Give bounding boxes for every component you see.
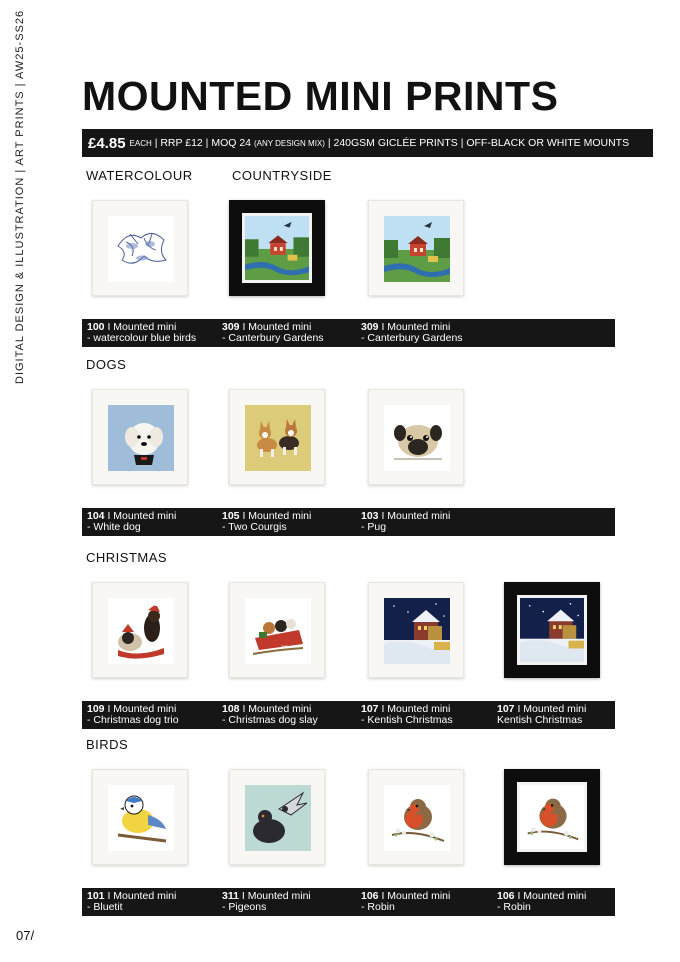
mounted-print[interactable] (368, 582, 464, 678)
product-description: - Pug (361, 521, 387, 533)
mounted-print[interactable] (92, 200, 188, 296)
product-description: - Christmas dog slay (222, 714, 318, 726)
canterbury-gardens-artwork (242, 213, 312, 283)
watercolour-blue-birds-artwork (108, 216, 174, 282)
mounted-print[interactable] (368, 769, 464, 865)
page-number: 07/ (16, 928, 35, 943)
product-caption (497, 891, 586, 913)
product-label: Mounted mini (523, 703, 587, 715)
price-bar (82, 129, 653, 157)
product-caption (361, 511, 450, 533)
section-birds: BIRDS (86, 737, 129, 752)
section-watercolour: WATERCOLOUR (86, 168, 193, 183)
product-code: 103 (361, 510, 379, 522)
product-description: - Two Courgis (222, 521, 287, 533)
mounted-print[interactable] (229, 582, 325, 678)
product-code: 107 (361, 703, 379, 715)
mounted-print[interactable] (92, 769, 188, 865)
canterbury-gardens-artwork (384, 216, 450, 282)
mounted-print[interactable] (92, 389, 188, 485)
product-description: - watercolour blue birds (87, 332, 197, 344)
caption-separator: I (239, 321, 249, 333)
product-code: 100 (87, 321, 105, 333)
pug-artwork (384, 405, 450, 471)
product-code: 106 (497, 890, 515, 902)
two-corgis-artwork (245, 405, 311, 471)
product-code: 311 (222, 890, 239, 902)
product-label: Mounted mini (248, 510, 312, 522)
product-caption (361, 322, 463, 344)
caption-separator: I (378, 703, 388, 715)
product-description: - Bluetit (87, 901, 123, 913)
caption-separator: I (104, 510, 114, 522)
product-caption (87, 891, 176, 913)
caption-separator: I (378, 321, 388, 333)
mounted-print[interactable] (229, 389, 325, 485)
price-details-small: (ANY DESIGN MIX) (253, 138, 325, 148)
section-christmas: CHRISTMAS (86, 550, 168, 565)
mounted-print[interactable] (504, 769, 600, 865)
christmas-dog-sleigh-artwork (245, 598, 311, 664)
caption-separator: I (239, 510, 249, 522)
product-label: Mounted mini (523, 890, 587, 902)
product-caption (87, 511, 176, 533)
product-caption (222, 511, 311, 533)
product-description: Kentish Christmas (497, 714, 583, 726)
side-label: DIGITAL DESIGN & ILLUSTRATION | ART PRINTS | AW25-SS26 (14, 9, 26, 384)
section-countryside: COUNTRYSIDE (232, 168, 332, 183)
product-code: 105 (222, 510, 240, 522)
product-description: - Robin (497, 901, 531, 913)
mounted-print[interactable] (368, 389, 464, 485)
kentish-christmas-artwork (517, 595, 587, 665)
product-code: 309 (222, 321, 240, 333)
mounted-print[interactable] (368, 200, 464, 296)
product-label: Mounted mini (113, 510, 177, 522)
product-label: Mounted mini (387, 510, 451, 522)
caption-separator: I (239, 703, 249, 715)
product-label: Mounted mini (247, 890, 311, 902)
caption-separator: I (514, 890, 524, 902)
product-description: - White dog (87, 521, 141, 533)
product-code: 108 (222, 703, 240, 715)
caption-separator: I (104, 321, 114, 333)
product-code: 309 (361, 321, 379, 333)
price-details-a: | RRP £12 | MOQ 24 (154, 137, 252, 149)
mounted-print[interactable] (92, 582, 188, 678)
pigeons-artwork (245, 785, 311, 851)
caption-separator: I (104, 703, 114, 715)
caption-separator: I (104, 890, 114, 902)
product-caption (361, 704, 453, 726)
robin-artwork (384, 785, 450, 851)
product-code: 106 (361, 890, 379, 902)
product-code: 109 (87, 703, 105, 715)
white-dog-artwork (108, 405, 174, 471)
caption-separator: I (514, 703, 524, 715)
robin-artwork (517, 782, 587, 852)
price-details-b: | 240GSM GICLÉE PRINTS | OFF-BLACK OR WHITE MOUNTS (327, 137, 630, 149)
product-description: - Christmas dog trio (87, 714, 179, 726)
price-each: EACH (129, 138, 152, 148)
price: £4.85 (88, 134, 126, 152)
product-caption (222, 891, 311, 913)
caption-separator: I (378, 890, 388, 902)
product-code: 107 (497, 703, 515, 715)
caption-separator: I (238, 890, 248, 902)
section-dogs: DOGS (86, 357, 127, 372)
page-title: MOUNTED MINI PRINTS (82, 73, 559, 119)
christmas-dog-trio-artwork (108, 598, 174, 664)
bluetit-artwork (108, 785, 174, 851)
mounted-print[interactable] (229, 769, 325, 865)
product-label: Mounted mini (113, 321, 177, 333)
product-description: - Canterbury Gardens (361, 332, 463, 344)
caption-separator: I (378, 510, 388, 522)
product-caption (497, 704, 586, 726)
mounted-print[interactable] (504, 582, 600, 678)
product-label: Mounted mini (113, 703, 177, 715)
product-description: - Kentish Christmas (361, 714, 453, 726)
product-label: Mounted mini (387, 703, 451, 715)
kentish-christmas-artwork (384, 598, 450, 664)
product-description: - Canterbury Gardens (222, 332, 324, 344)
product-label: Mounted mini (113, 890, 177, 902)
product-code: 101 (87, 890, 105, 902)
mounted-print[interactable] (229, 200, 325, 296)
product-caption (222, 322, 324, 344)
product-caption (361, 891, 450, 913)
product-caption (87, 704, 179, 726)
product-description: - Pigeons (222, 901, 267, 913)
product-label: Mounted mini (387, 890, 451, 902)
product-label: Mounted mini (248, 321, 312, 333)
product-label: Mounted mini (248, 703, 312, 715)
product-label: Mounted mini (387, 321, 451, 333)
product-caption (87, 322, 196, 344)
product-caption (222, 704, 318, 726)
product-code: 104 (87, 510, 105, 522)
product-description: - Robin (361, 901, 395, 913)
